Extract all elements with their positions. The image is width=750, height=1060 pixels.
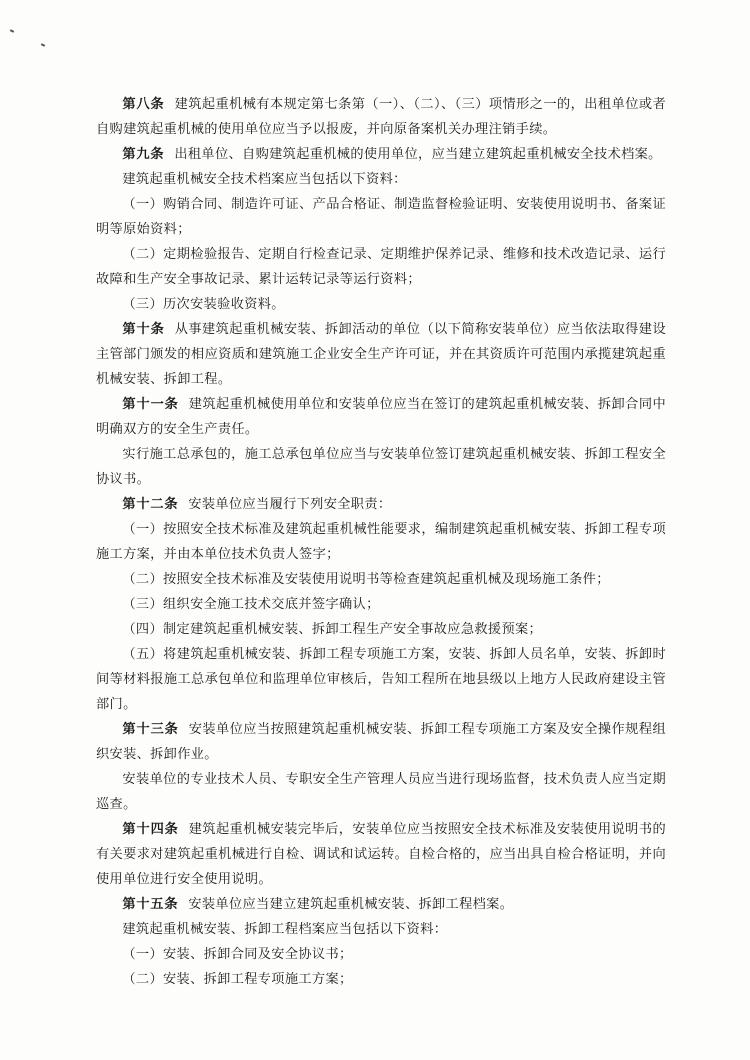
- list-item: [96, 517, 666, 567]
- paragraph-text: 安装单位应当建立建筑起重机械安装、拆卸工程档案。: [188, 897, 514, 912]
- paragraph-text: 建筑起重机械安全技术档案应当包括以下资料：: [122, 172, 407, 187]
- paragraph-text: （一）购销合同、制造许可证、产品合格证、制造监督检验证明、安装使用说明书、备案证明等原始资料；: [96, 197, 666, 237]
- paragraph-text: 安装单位应当履行下列安全职责：: [188, 497, 392, 512]
- article-number: 第十条: [122, 322, 165, 337]
- scan-speck: [41, 43, 45, 47]
- list-item: [96, 242, 666, 292]
- paragraph-text: 安装单位的专业技术人员、专职安全生产管理人员应当进行现场监督，技术负责人应当定期巡查。: [96, 772, 666, 812]
- article-paragraph: [96, 92, 666, 142]
- scan-speck: [10, 29, 14, 33]
- list-item: [96, 967, 666, 992]
- paragraph: [96, 917, 666, 942]
- paragraph-text: （五）将建筑起重机械安装、拆卸工程专项施工方案，安装、拆卸人员名单，安装、拆卸时间等材料报施工总承包单位和监理单位审核后，告知工程所在地县级以上地方人民政府建设主管部门。: [96, 647, 666, 712]
- list-item: [96, 567, 666, 592]
- paragraph-text: （一）安装、拆卸合同及安全协议书；: [122, 947, 353, 962]
- article-number: 第八条: [122, 97, 165, 112]
- article-paragraph: [96, 817, 666, 892]
- paragraph-text: 建筑起重机械安装、拆卸工程档案应当包括以下资料：: [122, 922, 448, 937]
- list-item: [96, 192, 666, 242]
- list-item: [96, 942, 666, 967]
- list-item: [96, 292, 666, 317]
- article-paragraph: [96, 392, 666, 442]
- paragraph-text: （三）历次安装验收资料。: [122, 297, 285, 312]
- paragraph-text: 建筑起重机械安装完毕后，安装单位应当按照安全技术标准及安装使用说明书的有关要求对建筑起重机械进行自检、调试和试运转。自检合格的，应当出具自检合格证明，并向使用单位进行安全使用说明。: [96, 822, 666, 887]
- article-paragraph: [96, 142, 666, 167]
- article-number: 第九条: [122, 147, 165, 162]
- paragraph-text: 安装单位应当按照建筑起重机械安装、拆卸工程专项施工方案及安全操作规程组织安装、拆卸作业。: [96, 722, 666, 762]
- article-number: 第十三条: [122, 722, 179, 737]
- paragraph-text: 出租单位、自购建筑起重机械的使用单位，应当建立建筑起重机械安全技术档案。: [174, 147, 662, 162]
- article-paragraph: [96, 317, 666, 392]
- paragraph: [96, 442, 666, 492]
- paragraph-text: 建筑起重机械有本规定第七条第（一）、（二）、（三）项情形之一的，出租单位或者自购建筑起重机械的使用单位应当予以报废，并向原备案机关办理注销手续。: [96, 97, 666, 137]
- article-number: 第十五条: [122, 897, 179, 912]
- list-item: [96, 592, 666, 617]
- article-number: 第十一条: [122, 397, 179, 412]
- paragraph-text: （二）按照安全技术标准及安装使用说明书等检查建筑起重机械及现场施工条件；: [122, 572, 610, 587]
- article-number: 第十四条: [122, 822, 179, 837]
- article-paragraph: [96, 492, 666, 517]
- paragraph-text: （二）定期检验报告、定期自行检查记录、定期维护保养记录、维修和技术改造记录、运行故障和生产安全事故记录、累计运转记录等运行资料；: [96, 247, 666, 287]
- paragraph-text: （二）安装、拆卸工程专项施工方案；: [122, 972, 353, 987]
- paragraph-text: 实行施工总承包的，施工总承包单位应当与安装单位签订建筑起重机械安装、拆卸工程安全协议书。: [96, 447, 666, 487]
- paragraph-text: 建筑起重机械使用单位和安装单位应当在签订的建筑起重机械安装、拆卸合同中明确双方的安全生产责任。: [96, 397, 666, 437]
- paragraph-text: （四）制定建筑起重机械安装、拆卸工程生产安全事故应急救援预案；: [122, 622, 543, 637]
- regulation-text: [96, 92, 666, 992]
- article-paragraph: [96, 717, 666, 767]
- list-item: [96, 642, 666, 717]
- paragraph-text: （三）组织安全施工技术交底并签字确认；: [122, 597, 380, 612]
- list-item: [96, 617, 666, 642]
- paragraph: [96, 167, 666, 192]
- paragraph-text: 从事建筑起重机械安装、拆卸活动的单位（以下简称安装单位）应当依法取得建设主管部门颁发的相应资质和建筑施工企业安全生产许可证，并在其资质许可范围内承揽建筑起重机械安装、拆卸工程。: [96, 322, 666, 387]
- article-paragraph: [96, 892, 666, 917]
- paragraph-text: （一）按照安全技术标准及建筑起重机械性能要求，编制建筑起重机械安装、拆卸工程专项施工方案，并由本单位技术负责人签字；: [96, 522, 666, 562]
- article-number: 第十二条: [122, 497, 179, 512]
- paragraph: [96, 767, 666, 817]
